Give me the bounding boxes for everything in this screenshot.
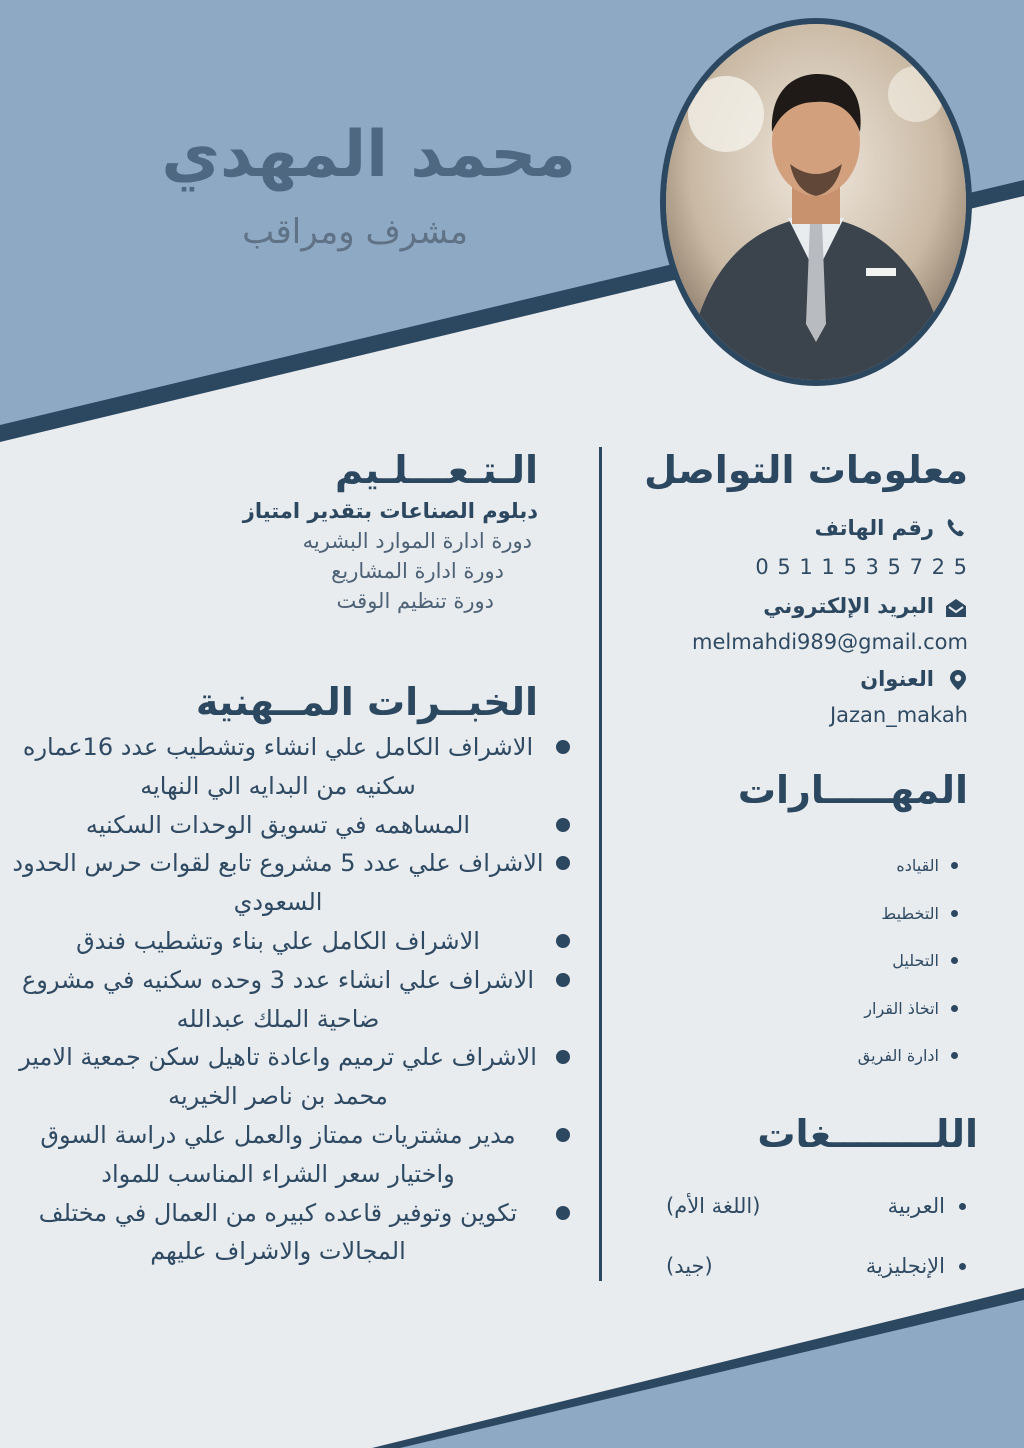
list-item: التخطيط [718, 890, 958, 938]
list-item: الاشراف علي انشاء عدد 3 وحده سكنيه في مشروع ضاحية الملك عبدالله [10, 961, 570, 1039]
experience-list [10, 728, 570, 1271]
bullet-icon [556, 856, 570, 870]
envelope-icon [944, 596, 968, 620]
education-list [98, 496, 538, 616]
education-item: دورة ادارة المشاريع [331, 559, 504, 583]
experience-title: الخبــرات المــهنية [195, 680, 538, 724]
bullet-icon [556, 818, 570, 832]
address-label: العنوان [860, 667, 934, 691]
education-title: الـتـعـــلـيم [334, 448, 538, 492]
languages-title: اللــــــــغات [757, 1112, 978, 1156]
list-item: مدير مشتريات ممتاز والعمل علي دراسة السوق واختيار سعر الشراء المناسب للمواد [10, 1116, 570, 1194]
phone-value: 0 5 1 1 5 3 5 7 2 5 [755, 555, 968, 579]
bullet-icon [556, 1128, 570, 1142]
person-role: مشرف ومراقب [242, 212, 468, 252]
list-item: اتخاذ القرار [718, 985, 958, 1033]
bullet-icon [556, 1050, 570, 1064]
bullet-icon [951, 1052, 958, 1059]
list-item: ادارة الفريق [718, 1032, 958, 1080]
education-item: دبلوم الصناعات بتقدير امتياز [242, 499, 538, 523]
phone-label: رقم الهاتف [814, 516, 934, 540]
bullet-icon [951, 1005, 958, 1012]
list-item: التحليل [718, 937, 958, 985]
list-item: تكوين وتوفير قاعده كبيره من العمال في مختلف المجالات والاشراف عليهم [10, 1194, 570, 1272]
bullet-icon [556, 973, 570, 987]
bullet-icon [556, 1206, 570, 1220]
person-portrait-icon [666, 24, 966, 380]
list-item: الاشراف علي ترميم واعادة تاهيل سكن جمعية الامير محمد بن ناصر الخيريه [10, 1038, 570, 1116]
column-divider [599, 447, 602, 1281]
language-level: (اللغة الأم) [666, 1194, 761, 1218]
bullet-icon [556, 934, 570, 948]
bullet-icon [951, 957, 958, 964]
bullet-icon [959, 1203, 966, 1210]
language-name: العربية [887, 1194, 945, 1218]
bullet-icon [959, 1263, 966, 1270]
education-item: دورة تنظيم الوقت [336, 589, 494, 613]
email-label: البريد الإلكتروني [763, 594, 934, 618]
language-item [666, 1194, 966, 1218]
list-item: الاشراف علي عدد 5 مشروع تابع لقوات حرس الحدود السعودي [10, 844, 570, 922]
email-value[interactable]: melmahdi989@gmail.com [692, 630, 968, 654]
list-item: الاشراف الكامل علي بناء وتشطيب فندق [10, 922, 570, 961]
person-name: محمد المهدي [161, 118, 576, 192]
list-item: القياده [718, 842, 958, 890]
contact-title: معلومات التواصل [644, 448, 968, 492]
profile-photo [660, 18, 972, 386]
language-item [666, 1254, 966, 1278]
skills-list [718, 842, 958, 1080]
language-level: (جيد) [666, 1254, 713, 1278]
bullet-icon [556, 740, 570, 754]
education-item: دورة ادارة الموارد البشريه [302, 529, 532, 553]
list-item: المساهمه في تسويق الوحدات السكنيه [10, 806, 570, 845]
address-value: Jazan_makah [829, 703, 968, 727]
skills-title: المهـــــارات [737, 768, 968, 812]
list-item: الاشراف الكامل علي انشاء وتشطيب عدد 16عماره سكنيه من البدايه الي النهايه [10, 728, 570, 806]
phone-icon [944, 516, 968, 540]
language-name: الإنجليزية [865, 1254, 945, 1278]
bullet-icon [951, 862, 958, 869]
bullet-icon [951, 910, 958, 917]
location-pin-icon [946, 668, 970, 692]
